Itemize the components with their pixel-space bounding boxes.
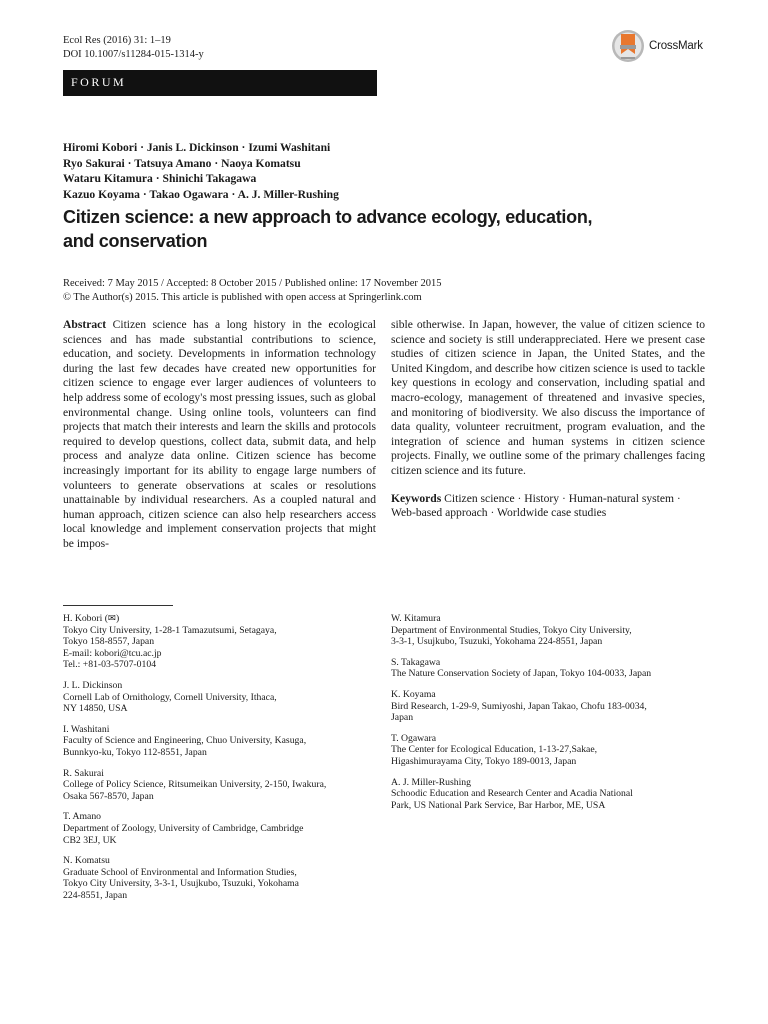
affiliation-author-name: A. J. Miller-Rushing	[391, 776, 471, 788]
abstract-column-right	[391, 318, 705, 521]
section-banner	[63, 70, 377, 96]
author-line: Kazuo Koyama · Takao Ogawara · A. J. Miller-Rushing	[63, 187, 339, 201]
doi-line: DOI 10.1007/s11284-015-1314-y	[63, 49, 204, 60]
affiliation-line: Bird Research, 1-29-9, Sumiyoshi, Japan Takao, Chofu 183-0034,	[391, 700, 647, 712]
affiliation-line: Cornell Lab of Ornithology, Cornell University, Ithaca,	[63, 691, 277, 703]
affiliation-entry	[63, 680, 383, 715]
abstract-column-left	[63, 318, 376, 552]
article-title	[63, 205, 723, 253]
affiliation-line: The Center for Ecological Education, 1-13-27,Sakae,	[391, 744, 598, 756]
affiliation-entry	[391, 733, 721, 768]
affiliation-author-name: W. Kitamura	[391, 613, 441, 624]
affiliation-line: Higashimurayama City, Tokyo 189-0013, Japan	[391, 755, 577, 767]
abstract-text-left: Citizen science has a long history in the ecological sciences and has made substantial contributions to science, education, and society. Developments in information technology during the last few decades have created new opportunities for citizen science to engage ever larger audiences of volunteers to help address some of ecology's most pressing issues, such as global environmental change. Using online tools, volunteers can find projects that match their interests and learn the skills and protocols required to develop questions, collect data, submit data, and help process and analyze data online. Citizen science has become increasingly important for its ability to engage large numbers of volunteers to generate observations at scales or resolutions unattainable by individual researchers. As a coupled natural and human approach, citizen science can also help researchers access local knowledge and implement conservation projects that might be impos-	[63, 318, 376, 550]
affiliation-entry	[63, 855, 383, 901]
affiliation-line: Schoodic Education and Research Center and Acadia National	[391, 788, 633, 800]
affiliation-line: 224-8551, Japan	[63, 889, 128, 901]
affiliation-line: College of Policy Science, Ritsumeikan University, 2-150, Iwakura,	[63, 779, 327, 791]
affiliation-entry	[391, 657, 721, 680]
crossmark-badge[interactable]	[611, 28, 703, 64]
journal-reference	[63, 34, 204, 62]
affiliation-line: E-mail: kobori@tcu.ac.jp	[63, 647, 162, 659]
title-line: and conservation	[63, 231, 208, 251]
affiliation-entry	[391, 613, 721, 648]
affiliations-right	[391, 613, 721, 820]
affiliations-left	[63, 613, 383, 910]
affiliation-entry	[63, 811, 383, 846]
affiliation-author-name: K. Koyama	[391, 688, 436, 700]
affiliation-author-name: I. Washitani	[63, 723, 110, 735]
affiliation-entry	[391, 777, 721, 812]
affiliation-author-name: T. Amano	[63, 811, 102, 823]
affiliation-line: Department of Environmental Studies, Tokyo City University,	[391, 624, 632, 636]
affiliation-entry	[63, 768, 383, 803]
affiliation-entry	[63, 724, 383, 759]
affiliation-line: Bunnkyo-ku, Tokyo 112-8551, Japan	[63, 746, 207, 758]
keywords-label: Keywords	[391, 491, 442, 505]
affiliation-line: Department of Zoology, University of Cambridge, Cambridge	[63, 822, 304, 834]
affiliation-line: The Nature Conservation Society of Japan, Tokyo 104-0033, Japan	[391, 668, 652, 680]
affiliation-line: Tokyo City University, 3-3-1, Usujkubo, Tsuzuki, Yokohama	[63, 878, 299, 890]
affiliation-line: Park, US National Park Service, Bar Harbor, ME, USA	[391, 799, 606, 811]
affiliation-line: Tel.: +81-03-5707-0104	[63, 659, 157, 671]
affiliation-line: Graduate School of Environmental and Information Studies,	[63, 866, 297, 878]
affiliation-author-name: H. Kobori (✉)	[63, 613, 120, 624]
section-label: FORUM	[71, 75, 127, 89]
affiliation-author-name: J. L. Dickinson	[63, 679, 123, 691]
crossmark-label: CrossMark	[649, 40, 703, 52]
footnote-divider	[63, 605, 173, 606]
affiliation-author-name: R. Sakurai	[63, 767, 104, 779]
affiliation-line: NY 14850, USA	[63, 703, 128, 715]
keywords-text: Citizen science · History · Human-natural system · Web-based approach · Worldwide case studies	[391, 491, 681, 520]
affiliation-line: Faculty of Science and Engineering, Chuo University, Kasuga,	[63, 735, 307, 747]
affiliation-author-name: N. Komatsu	[63, 855, 110, 867]
affiliation-line: Tokyo 158-8557, Japan	[63, 636, 155, 648]
affiliation-line: CB2 3EJ, UK	[63, 834, 117, 846]
author-list	[63, 140, 339, 202]
affiliation-line: 3-3-1, Usujkubo, Tsuzuki, Yokohama 224-8551, Japan	[391, 636, 603, 648]
author-line: Wataru Kitamura · Shinichi Takagawa	[63, 172, 257, 185]
affiliation-line: Tokyo City University, 1-28-1 Tamazutsumi, Setagaya,	[63, 624, 277, 636]
title-line: Citizen science: a new approach to advance ecology, education,	[63, 207, 593, 227]
affiliation-line: Japan	[391, 712, 414, 724]
affiliation-author-name: S. Takagawa	[391, 656, 441, 668]
affiliation-entry	[63, 613, 383, 671]
affiliation-line: Osaka 567-8570, Japan	[63, 790, 154, 802]
affiliation-entry	[391, 689, 721, 724]
received-line: Received: 7 May 2015 / Accepted: 8 October 2015 / Published online: 17 November 2015	[63, 278, 442, 289]
crossmark-logo-icon	[611, 28, 645, 64]
abstract-label: Abstract	[63, 318, 107, 331]
affiliation-author-name: T. Ogawara	[391, 732, 437, 744]
abstract-text-right: sible otherwise. In Japan, however, the value of citizen science to science and society is still underappreciated. Here we present case studies of citizen science in Japan, the United States, and the United Kingdom, and describe how citizen science is used to tackle key questions in ecology and conservation, including spatial and macro-ecology, management of threatened and invasive species, and monitoring of biodiversity. We also discuss the importance of data quality, volunteer recruitment, program evaluation, and the integration of science and human systems in citizen science projects. Finally, we outline some of the primary challenges facing citizen science and its future.	[391, 318, 705, 477]
publication-dates	[63, 277, 442, 304]
keywords-block	[391, 492, 705, 521]
author-line: Hiromi Kobori · Janis L. Dickinson · Izumi Washitani	[63, 141, 331, 154]
license-line: © The Author(s) 2015. This article is published with open access at Springerlink.com	[63, 291, 422, 303]
journal-citation: Ecol Res (2016) 31: 1–19	[63, 35, 171, 46]
author-line: Ryo Sakurai · Tatsuya Amano · Naoya Komatsu	[63, 156, 301, 170]
